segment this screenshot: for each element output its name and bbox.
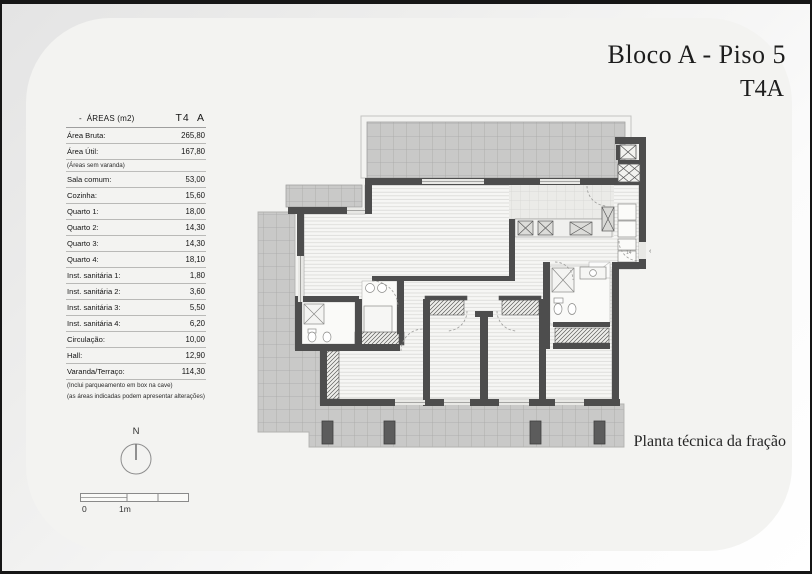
row-value: 6,20 — [189, 319, 205, 328]
pillar — [384, 421, 395, 444]
page-title: Bloco A - Piso 5 — [607, 40, 786, 69]
table-row — [66, 172, 206, 188]
row-value: 14,30 — [185, 239, 205, 248]
areas-table-prefix: - — [79, 114, 82, 123]
table-row — [66, 391, 206, 402]
row-value: 3,60 — [189, 287, 205, 296]
service-shafts — [616, 145, 642, 182]
row-label: Quarto 1: — [67, 207, 99, 216]
floor-plan — [250, 110, 674, 462]
wardrobe — [555, 328, 609, 343]
row-value: 5,50 — [189, 303, 205, 312]
areas-table-column-header: T4 A — [175, 112, 205, 124]
table-row — [66, 160, 206, 172]
table-row — [66, 268, 206, 284]
table-row — [66, 316, 206, 332]
pillar — [530, 421, 541, 444]
row-value: 114,30 — [181, 367, 205, 376]
row-value: 167,80 — [181, 147, 205, 156]
row-label: Cozinha: — [67, 191, 97, 200]
compass — [114, 426, 158, 478]
row-label: Quarto 4: — [67, 255, 99, 264]
table-row — [66, 380, 206, 391]
row-value: 12,90 — [185, 351, 205, 360]
pillar — [322, 421, 333, 444]
row-label: (Áreas sem varanda) — [67, 162, 125, 169]
table-row — [66, 332, 206, 348]
table-row — [66, 144, 206, 160]
row-label: Inst. sanitária 1: — [67, 271, 121, 280]
terrace-top-left — [286, 185, 362, 207]
areas-table-body — [66, 128, 206, 402]
scale-bar-graphic — [80, 492, 200, 504]
row-label: Quarto 2: — [67, 223, 99, 232]
unit-type-title: T4A — [740, 76, 784, 102]
entry-door-label: 14 — [626, 250, 632, 256]
row-value: 18,10 — [185, 255, 205, 264]
row-label: Inst. sanitária 4: — [67, 319, 121, 328]
row-value: 14,30 — [185, 223, 205, 232]
wardrobe — [502, 300, 539, 315]
table-row — [66, 252, 206, 268]
row-value: 10,00 — [185, 335, 205, 344]
pillar — [594, 421, 605, 444]
row-label: Inst. sanitária 2: — [67, 287, 121, 296]
table-row — [66, 348, 206, 364]
row-label: (Inclui parqueamento em box na cave) — [67, 382, 173, 389]
scale-zero-label: 0 — [82, 504, 87, 514]
scale-1m-label: 1m — [119, 504, 131, 514]
row-label: Varanda/Terraço: — [67, 367, 125, 376]
table-row — [66, 236, 206, 252]
row-label: Inst. sanitária 3: — [67, 303, 121, 312]
table-row — [66, 284, 206, 300]
row-value: 53,00 — [185, 175, 205, 184]
table-row — [66, 188, 206, 204]
row-value: 265,80 — [181, 131, 205, 140]
areas-table-title: - ÁREAS (m2) — [79, 114, 135, 123]
fridge — [618, 221, 636, 237]
row-label: Sala comum: — [67, 175, 112, 184]
table-row — [66, 220, 206, 236]
row-label: Quarto 3: — [67, 239, 99, 248]
fridge — [618, 204, 636, 220]
row-label: Área Bruta: — [67, 131, 106, 140]
table-row — [66, 204, 206, 220]
row-value: 1,80 — [189, 271, 205, 280]
scale-bar — [80, 491, 200, 517]
row-label: Circulação: — [67, 335, 105, 344]
plan-caption: Planta técnica da fração — [633, 433, 786, 450]
row-value: 15,60 — [185, 191, 205, 200]
wardrobe — [326, 351, 339, 399]
row-label: Área Útil: — [67, 147, 99, 156]
north-label: N — [132, 426, 140, 437]
areas-table — [66, 110, 206, 402]
row-value: 18,00 — [185, 207, 205, 216]
row-label: (as áreas indicadas podem apresentar alterações) — [67, 393, 205, 400]
wardrobe — [428, 300, 464, 315]
terrace-top — [361, 116, 631, 178]
table-row — [66, 128, 206, 144]
wardrobe — [359, 332, 400, 345]
table-row — [66, 364, 206, 380]
areas-table-header — [66, 110, 206, 128]
row-label: Hall: — [67, 351, 83, 360]
entry-direction-marker: ‹ — [649, 248, 652, 255]
table-row — [66, 300, 206, 316]
